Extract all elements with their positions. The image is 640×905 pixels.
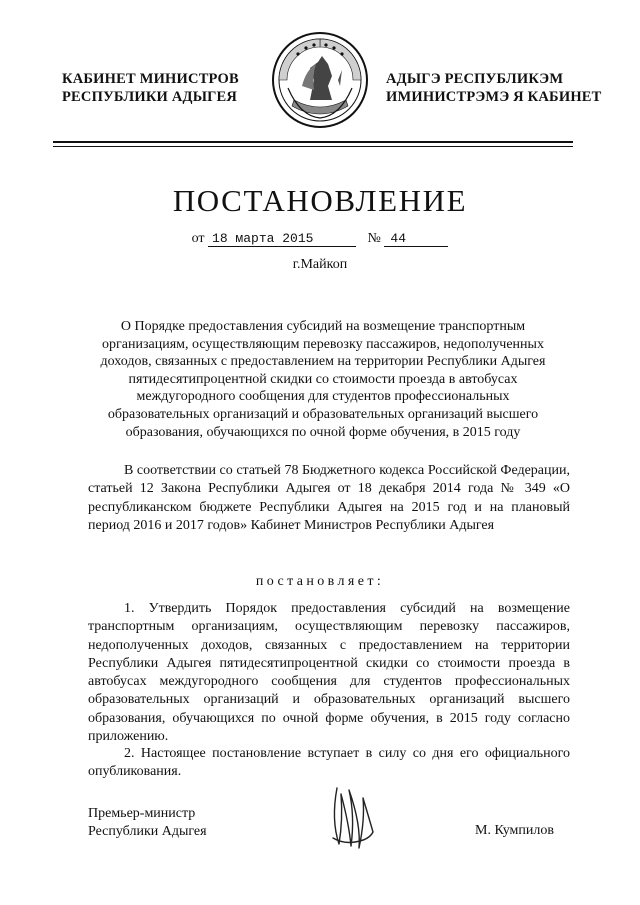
signer-title-line-2: Республики Адыгея <box>88 824 207 839</box>
date-number-line <box>0 231 640 247</box>
signer-title-line-1: Премьер-министр <box>88 806 196 821</box>
document-subject: О Порядке предоставления субсидий на возмещение транспортным организациям, осуществляющим перевозку пассажиров, недополученных доходов, связанных с предоставлением на территории Республики Адыгея пятидесятипроцентной скидки со стоимости проезда в автобусах междугородного сообщения для студентов профессиональных образовательных организаций и образовательных организаций высшего образования, обучающихся по очной форме обучения, в 2015 году <box>100 319 546 440</box>
issuer-name-adyghe <box>386 70 602 106</box>
date-prefix: от <box>191 231 205 246</box>
decree-item-2: 2. Настоящее постановление вступает в силу со дня его официального опубликования. <box>88 746 570 780</box>
decree-item-1: 1. Утвердить Порядок предоставления субсидий на возмещение транспортным организациям, осуществляющим перевозку пассажиров, недополученных доходов, связанных с предоставлением на территории Республики Адыгея пятидесятипроцентной скидки со стоимости проезда в автобусах междугородного сообщения для студентов профессиональных образовательных организаций и образовательных организаций высшего образования, обучающихся по очной форме обучения, в 2015 году согласно приложению. <box>88 601 570 745</box>
document-date: 18 марта 2015 <box>212 231 314 246</box>
document-type-title: ПОСТАНОВЛЕНИЕ <box>172 183 468 218</box>
signer-name: М. Кумпилов <box>475 823 554 838</box>
issuer-line-1-adyghe: АДЫГЭ РЕСПУБЛИКЭМ <box>386 71 564 87</box>
handwritten-signature <box>325 780 385 852</box>
city: г.Майкоп <box>292 257 348 272</box>
issuer-line-2-adyghe: ИМИНИСТРЭМЭ Я КАБИНЕТ <box>386 89 602 105</box>
preamble-paragraph: В соответствии со статьей 78 Бюджетного кодекса Российской Федерации, статьей 12 Закона Республики Адыгея от 18 декабря 2014 года № 349 «О республиканском бюджете Республики Адыгея на 2015 год и на плановый период 2016 и 2017 годов» Кабинет Министров Республики Адыгея <box>88 463 570 533</box>
number-prefix: № <box>367 231 381 246</box>
document-number: 44 <box>390 231 406 246</box>
header-rule-thin <box>53 146 573 147</box>
signer-title <box>88 805 207 841</box>
header-rule-thick <box>53 141 573 143</box>
decree-word: постановляет: <box>255 574 385 589</box>
issuer-line-1: КАБИНЕТ МИНИСТРОВ <box>62 71 239 87</box>
coat-of-arms-icon <box>270 30 370 130</box>
issuer-line-2: РЕСПУБЛИКИ АДЫГЕЯ <box>62 89 238 105</box>
issuer-name-russian <box>62 70 239 106</box>
